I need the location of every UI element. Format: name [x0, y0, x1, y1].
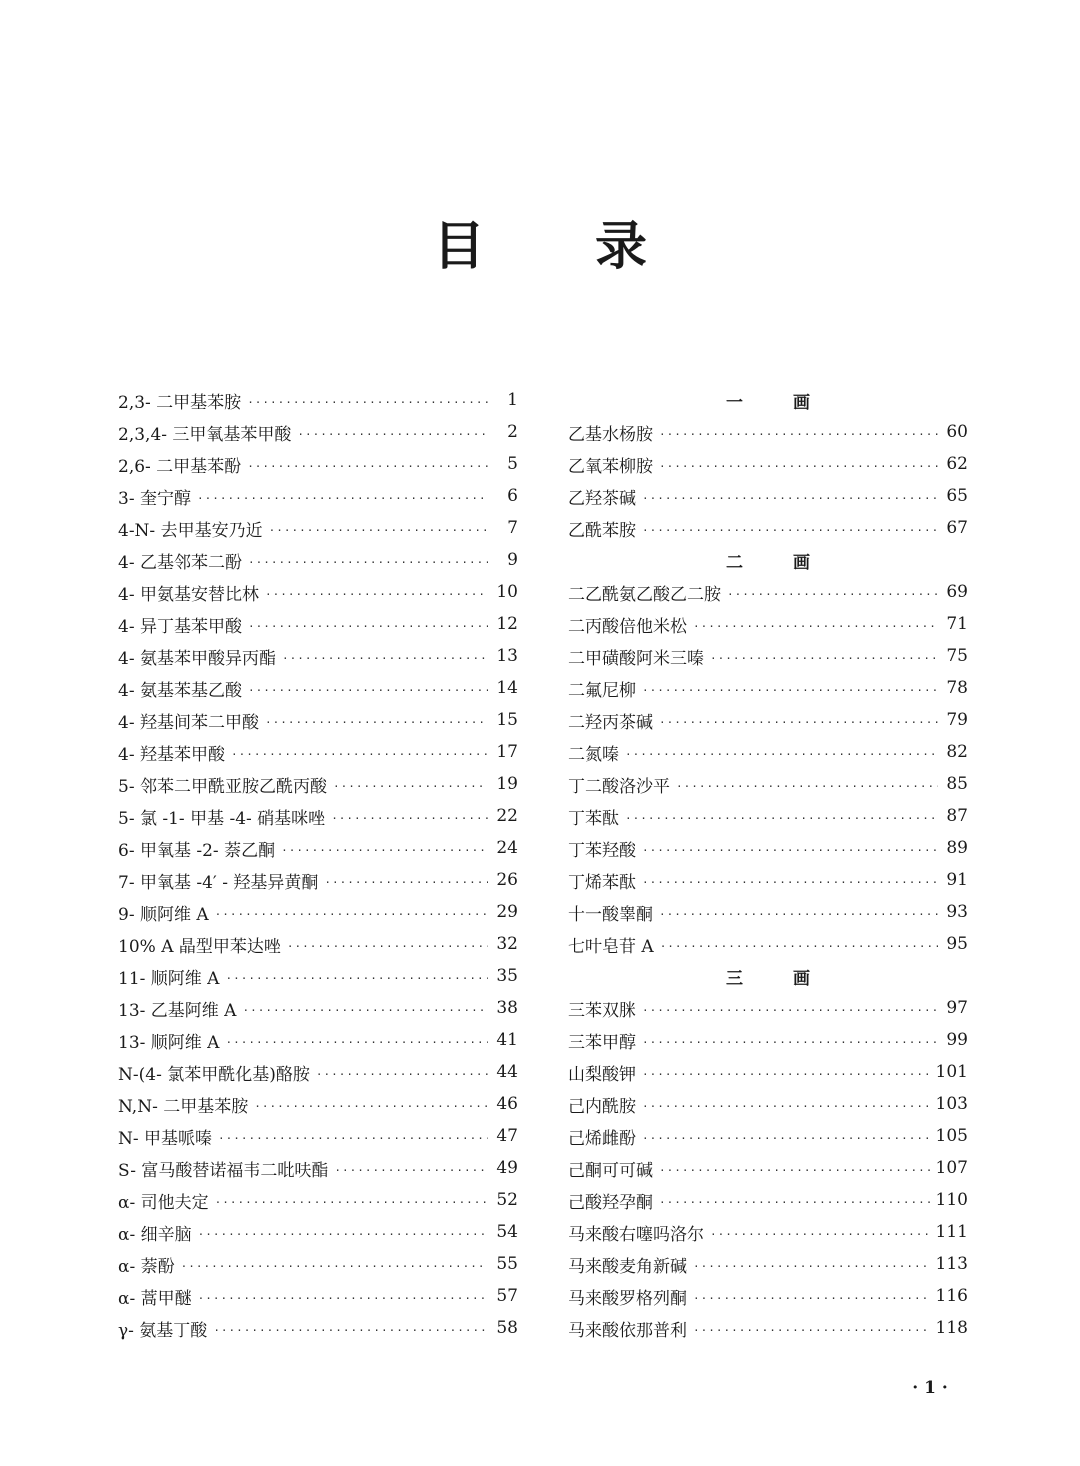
dot-leader	[265, 576, 488, 608]
toc-entry[interactable]	[568, 1248, 968, 1280]
toc-entry-page: 55	[496, 1254, 518, 1274]
toc-entry-page: 38	[496, 998, 518, 1018]
toc-entry-title: 马来酸罗格列酮	[568, 1288, 687, 1309]
toc-entry-title: 丁烯苯酞	[568, 872, 636, 893]
dot-leader	[642, 1120, 930, 1152]
toc-entry[interactable]	[118, 1024, 518, 1056]
toc-entry-page: 5	[507, 454, 518, 474]
toc-entry-page: 15	[496, 710, 518, 730]
page-title: 目 录	[432, 216, 694, 277]
dot-leader	[642, 864, 938, 896]
toc-entry-title: 三苯双脒	[568, 1000, 636, 1021]
dot-leader	[693, 1248, 930, 1280]
toc-entry[interactable]	[568, 800, 968, 832]
dot-leader	[213, 1312, 488, 1344]
toc-entry-page: 101	[935, 1062, 968, 1082]
toc-entry[interactable]	[118, 448, 518, 480]
toc-entry[interactable]	[568, 736, 968, 768]
toc-entry[interactable]	[118, 864, 518, 896]
toc-entry-page: 116	[935, 1286, 968, 1306]
toc-entry-title: N- 甲基哌嗪	[118, 1128, 213, 1149]
dot-leader	[642, 672, 938, 704]
toc-entry[interactable]	[568, 1152, 968, 1184]
toc-entry-title: 4- 氨基苯甲酸异丙酯	[118, 648, 276, 669]
toc-entry-page: 46	[496, 1094, 518, 1114]
toc-entry-title: N,N- 二甲基苯胺	[118, 1096, 249, 1117]
toc-entry-page: 65	[946, 486, 968, 506]
dot-leader	[198, 1216, 488, 1248]
toc-entry-page: 52	[496, 1190, 518, 1210]
dot-leader	[181, 1248, 488, 1280]
toc-entry[interactable]	[568, 1280, 968, 1312]
dot-leader	[297, 416, 488, 448]
dot-leader	[659, 704, 938, 736]
toc-entry-title: 己酮可可碱	[568, 1160, 653, 1181]
toc-entry-title: 丁苯羟酸	[568, 840, 636, 861]
dot-leader	[215, 1184, 488, 1216]
dot-leader	[625, 736, 938, 768]
toc-left-column	[118, 384, 518, 1344]
dot-leader	[659, 896, 938, 928]
toc-entry-page: 6	[507, 486, 518, 506]
toc-entry-page: 49	[496, 1158, 518, 1178]
dot-leader	[642, 992, 938, 1024]
toc-entry-title: 二甲磺酸阿米三嗪	[568, 648, 704, 669]
dot-leader	[660, 928, 938, 960]
toc-entry[interactable]	[568, 832, 968, 864]
dot-leader	[642, 480, 938, 512]
dot-leader	[269, 512, 488, 544]
toc-entry-page: 58	[496, 1318, 518, 1338]
dot-leader	[727, 576, 938, 608]
toc-entry-page: 69	[946, 582, 968, 602]
toc-entry-page: 97	[946, 998, 968, 1018]
dot-leader	[215, 896, 488, 928]
toc-entry-title: 乙基水杨胺	[568, 424, 653, 445]
toc-entry-page: 12	[496, 614, 518, 634]
toc-entry-title: 4- 乙基邻苯二酚	[118, 552, 242, 573]
toc-entry-title: 己酸羟孕酮	[568, 1192, 653, 1213]
section-heading: 一 画	[726, 392, 832, 413]
dot-leader	[659, 416, 938, 448]
toc-entry-page: 13	[496, 646, 518, 666]
toc-entry-page: 41	[496, 1030, 518, 1050]
toc-entry[interactable]	[118, 1216, 518, 1248]
dot-leader	[316, 1056, 488, 1088]
toc-entry-title: 5- 氯 -1- 甲基 -4- 硝基咪唑	[118, 808, 326, 829]
toc-entry-title: 二乙酰氨乙酸乙二胺	[568, 584, 721, 605]
toc-entry-title: 4-N- 去甲基安乃近	[118, 520, 263, 541]
dot-leader	[642, 512, 938, 544]
toc-entry[interactable]	[568, 448, 968, 480]
toc-entry[interactable]	[568, 672, 968, 704]
toc-entry-page: 89	[946, 838, 968, 858]
toc-entry-title: 二羟丙茶碱	[568, 712, 653, 733]
dot-leader	[642, 832, 938, 864]
toc-entry-title: 己烯雌酚	[568, 1128, 636, 1149]
toc-entry[interactable]	[118, 736, 518, 768]
toc-entry[interactable]	[118, 512, 518, 544]
toc-entry[interactable]	[568, 1312, 968, 1344]
toc-entry-page: 91	[946, 870, 968, 890]
toc-entry-title: 7- 甲氧基 -4′ - 羟基异黄酮	[118, 872, 319, 893]
dot-leader	[642, 1088, 930, 1120]
toc-entry-page: 110	[935, 1190, 968, 1210]
toc-entry[interactable]	[568, 480, 968, 512]
dot-leader	[642, 1056, 930, 1088]
toc-entry-page: 118	[935, 1318, 968, 1338]
dot-leader	[676, 768, 938, 800]
toc-entry[interactable]	[118, 928, 518, 960]
dot-leader	[710, 1216, 930, 1248]
toc-entry-page: 9	[507, 550, 518, 570]
toc-entry-title: 十一酸睾酮	[568, 904, 653, 925]
section-heading: 二 画	[726, 552, 832, 573]
toc-entry-title: 马来酸依那普利	[568, 1320, 687, 1341]
dot-leader	[334, 1152, 488, 1184]
toc-entry-title: 4- 羟基苯甲酸	[118, 744, 225, 765]
toc-entry-page: 103	[935, 1094, 968, 1114]
dot-leader	[659, 1152, 930, 1184]
toc-entry-title: 三苯甲醇	[568, 1032, 636, 1053]
toc-entry[interactable]	[568, 992, 968, 1024]
toc-entry-page: 79	[946, 710, 968, 730]
dot-leader	[198, 1280, 488, 1312]
dot-leader	[693, 1280, 930, 1312]
dot-leader	[625, 800, 938, 832]
toc-entry[interactable]	[118, 1248, 518, 1280]
toc-entry[interactable]	[568, 704, 968, 736]
toc-entry-page: 95	[946, 934, 968, 954]
toc-entry[interactable]	[118, 1120, 518, 1152]
toc-entry-title: 二丙酸倍他米松	[568, 616, 687, 637]
toc-entry[interactable]	[568, 416, 968, 448]
toc-entry-page: 26	[496, 870, 518, 890]
dot-leader	[218, 1120, 488, 1152]
toc-entry-page: 67	[946, 518, 968, 538]
toc-entry[interactable]	[568, 1184, 968, 1216]
toc-entry-title: 乙氧苯柳胺	[568, 456, 653, 477]
dot-leader	[197, 480, 488, 512]
toc-entry-page: 78	[946, 678, 968, 698]
toc-entry-title: α- 萘酚	[118, 1256, 175, 1277]
toc-entry-title: 4- 甲氨基安替比林	[118, 584, 259, 605]
toc-entry-title: 2,6- 二甲基苯酚	[118, 456, 242, 477]
toc-entry-page: 19	[496, 774, 518, 794]
toc-entry[interactable]	[118, 960, 518, 992]
dot-leader	[247, 448, 488, 480]
dot-leader	[231, 736, 488, 768]
toc-entry-page: 111	[935, 1222, 968, 1242]
toc-entry[interactable]	[118, 1312, 518, 1344]
toc-entry[interactable]	[568, 768, 968, 800]
toc-entry-title: 2,3,4- 三甲氧基苯甲酸	[118, 424, 292, 445]
toc-entry[interactable]	[118, 704, 518, 736]
toc-entry-title: 6- 甲氧基 -2- 萘乙酮	[118, 840, 276, 861]
toc-entry[interactable]	[118, 992, 518, 1024]
toc-entry[interactable]	[118, 896, 518, 928]
dot-leader	[225, 960, 488, 992]
dot-leader	[693, 608, 938, 640]
toc-entry[interactable]	[118, 1056, 518, 1088]
toc-entry-page: 60	[946, 422, 968, 442]
toc-entry[interactable]	[118, 672, 518, 704]
dot-leader	[248, 544, 488, 576]
toc-entry-page: 62	[946, 454, 968, 474]
toc-entry[interactable]	[568, 864, 968, 896]
toc-entry[interactable]	[568, 1216, 968, 1248]
toc-entry-page: 93	[946, 902, 968, 922]
toc-entry-title: 11- 顺阿维 A	[118, 968, 220, 989]
toc-entry-title: 乙羟茶碱	[568, 488, 636, 509]
toc-entry[interactable]	[568, 1024, 968, 1056]
toc-entry[interactable]	[568, 928, 968, 960]
toc-entry-title: 3- 奎宁醇	[118, 488, 191, 509]
toc-entry[interactable]	[568, 896, 968, 928]
toc-entry[interactable]	[568, 576, 968, 608]
toc-entry-page: 29	[496, 902, 518, 922]
toc-entry[interactable]	[118, 576, 518, 608]
dot-leader	[710, 640, 938, 672]
toc-entry-title: 二氮嗪	[568, 744, 619, 765]
toc-entry-page: 57	[496, 1286, 518, 1306]
dot-leader	[659, 448, 938, 480]
toc-entry-title: α- 司他夫定	[118, 1192, 209, 1213]
toc-entry-title: 丁二酸洛沙平	[568, 776, 670, 797]
toc-entry-title: 2,3- 二甲基苯胺	[118, 392, 242, 413]
toc-entry[interactable]	[118, 1280, 518, 1312]
toc-entry-title: 乙酰苯胺	[568, 520, 636, 541]
toc-entry[interactable]	[568, 1088, 968, 1120]
toc-entry-page: 47	[496, 1126, 518, 1146]
dot-leader	[331, 800, 488, 832]
dot-leader	[265, 704, 488, 736]
toc-entry-title: 4- 羟基间苯二甲酸	[118, 712, 259, 733]
toc-entry-page: 17	[496, 742, 518, 762]
toc-entry[interactable]	[568, 1056, 968, 1088]
toc-entry-title: 二氟尼柳	[568, 680, 636, 701]
toc-entry[interactable]	[118, 800, 518, 832]
toc-entry-title: S- 富马酸替诺福韦二吡呋酯	[118, 1160, 329, 1181]
toc-entry-title: 七叶皂苷 A	[568, 936, 654, 957]
toc-entry-page: 22	[496, 806, 518, 826]
toc-entry[interactable]	[568, 512, 968, 544]
toc-entry-title: 13- 顺阿维 A	[118, 1032, 220, 1053]
toc-entry-page: 107	[935, 1158, 968, 1178]
dot-leader	[281, 832, 488, 864]
toc-entry[interactable]	[118, 416, 518, 448]
toc-entry-page: 10	[496, 582, 518, 602]
toc-entry[interactable]	[118, 1088, 518, 1120]
toc-entry-page: 113	[935, 1254, 968, 1274]
toc-entry[interactable]	[118, 768, 518, 800]
toc-entry[interactable]	[118, 832, 518, 864]
toc-entry-page: 35	[496, 966, 518, 986]
toc-entry-page: 75	[946, 646, 968, 666]
dot-leader	[287, 928, 488, 960]
toc-entry[interactable]	[568, 640, 968, 672]
dot-leader	[659, 1184, 930, 1216]
toc-entry-title: α- 蒿甲醚	[118, 1288, 192, 1309]
toc-entry-title: 己内酰胺	[568, 1096, 636, 1117]
toc-entry-page: 71	[946, 614, 968, 634]
toc-entry[interactable]	[568, 1120, 968, 1152]
toc-entry[interactable]	[568, 608, 968, 640]
dot-leader	[248, 672, 488, 704]
toc-entry-page: 99	[946, 1030, 968, 1050]
toc-entry-title: 5- 邻苯二甲酰亚胺乙酰丙酸	[118, 776, 327, 797]
toc-entry-page: 1	[507, 390, 518, 410]
toc-entry-title: γ- 氨基丁酸	[118, 1320, 208, 1341]
toc-entry[interactable]	[118, 608, 518, 640]
toc-entry-title: 13- 乙基阿维 A	[118, 1000, 237, 1021]
page-number: · 1 ·	[912, 1378, 948, 1398]
toc-entry-page: 85	[946, 774, 968, 794]
toc-entry-page: 24	[496, 838, 518, 858]
toc-entry-title: 马来酸右噻吗洛尔	[568, 1224, 704, 1245]
toc-entry-page: 82	[946, 742, 968, 762]
toc-entry-title: 丁苯酞	[568, 808, 619, 829]
dot-leader	[225, 1024, 488, 1056]
dot-leader	[324, 864, 488, 896]
toc-entry-page: 2	[507, 422, 518, 442]
toc-entry-title: 4- 氨基苯基乙酸	[118, 680, 242, 701]
dot-leader	[333, 768, 488, 800]
toc-entry[interactable]	[118, 1152, 518, 1184]
dot-leader	[693, 1312, 930, 1344]
dot-leader	[242, 992, 488, 1024]
dot-leader	[254, 1088, 488, 1120]
toc-entry-title: 山梨酸钾	[568, 1064, 636, 1085]
dot-leader	[247, 384, 488, 416]
dot-leader	[282, 640, 488, 672]
toc-entry-page: 14	[496, 678, 518, 698]
toc-entry-page: 87	[946, 806, 968, 826]
toc-entry-title: 9- 顺阿维 A	[118, 904, 209, 925]
toc-entry-title: α- 细辛脑	[118, 1224, 192, 1245]
section-heading: 三 画	[726, 968, 832, 989]
toc-entry-title: 10% A 晶型甲苯达唑	[118, 936, 281, 957]
dot-leader	[248, 608, 488, 640]
toc-entry-page: 105	[935, 1126, 968, 1146]
toc-entry-title: 4- 异丁基苯甲酸	[118, 616, 242, 637]
toc-entry-page: 44	[496, 1062, 518, 1082]
toc-entry[interactable]	[118, 1184, 518, 1216]
toc-entry-page: 7	[507, 518, 518, 538]
toc-entry-page: 54	[496, 1222, 518, 1242]
toc-entry[interactable]	[118, 544, 518, 576]
toc-entry-page: 32	[496, 934, 518, 954]
toc-entry-title: 马来酸麦角新碱	[568, 1256, 687, 1277]
toc-entry-title: N-(4- 氯苯甲酰化基)酪胺	[118, 1064, 310, 1085]
toc-entry[interactable]	[118, 480, 518, 512]
toc-entry[interactable]	[118, 384, 518, 416]
dot-leader	[642, 1024, 938, 1056]
toc-entry[interactable]	[118, 640, 518, 672]
toc-right-column	[568, 384, 968, 1344]
